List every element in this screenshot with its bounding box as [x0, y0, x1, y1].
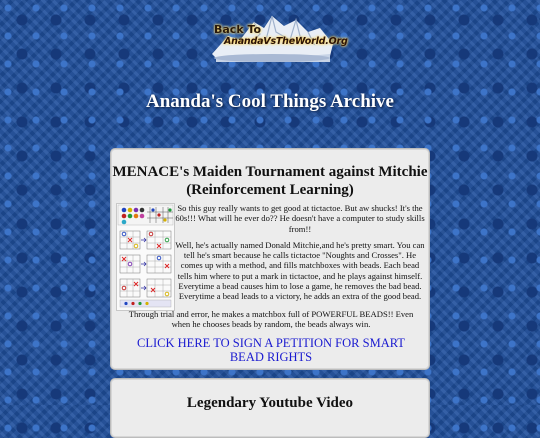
matchbox-diagram-icon [117, 204, 174, 310]
logo-back-text: Back To [214, 23, 262, 36]
article-paragraph: Through trial and error, he makes a matchbox full of POWERFUL BEADS!! Even when he chooses beads by random, the beads always win. [128, 309, 414, 330]
article-card-youtube [110, 378, 430, 438]
menace-diagram-image [116, 203, 175, 311]
card-title: MENACE's Maiden Tournament against Mitchie (Reinforcement Learning) [112, 164, 428, 198]
logo-site-text: AnandaVsTheWorld.Org [224, 36, 348, 47]
article-body [173, 203, 427, 302]
article-paragraph: So this guy really wants to get good at tictactoe. But aw shucks! It's the 60s!!! What will he ever do?? He doesn't have a computer to study skills from!! [175, 203, 425, 234]
home-logo-link[interactable] [210, 10, 348, 64]
article-paragraph: Well, he's actually named Donald Mitchie,and he's pretty smart. You can tell he's smart because he calls tictactoe "Noughts and Crosses". He comes up with a method, and fills matchboxes with beads. Each bead tells him where to put a mark in tictactoe, and he plays against himself. Everytime a bead causes him to lose a game, he removes the bad bead. Everytime a bead leads to a victory, he adds an extra of the good bead. [175, 239, 425, 302]
card-title: Legendary Youtube Video [186, 395, 354, 411]
petition-link[interactable]: CLICK HERE TO SIGN A PETITION FOR SMART BEAD RIGHTS [137, 336, 405, 364]
article-card-menace [110, 148, 430, 370]
page-title: Ananda's Cool Things Archive [146, 91, 394, 112]
